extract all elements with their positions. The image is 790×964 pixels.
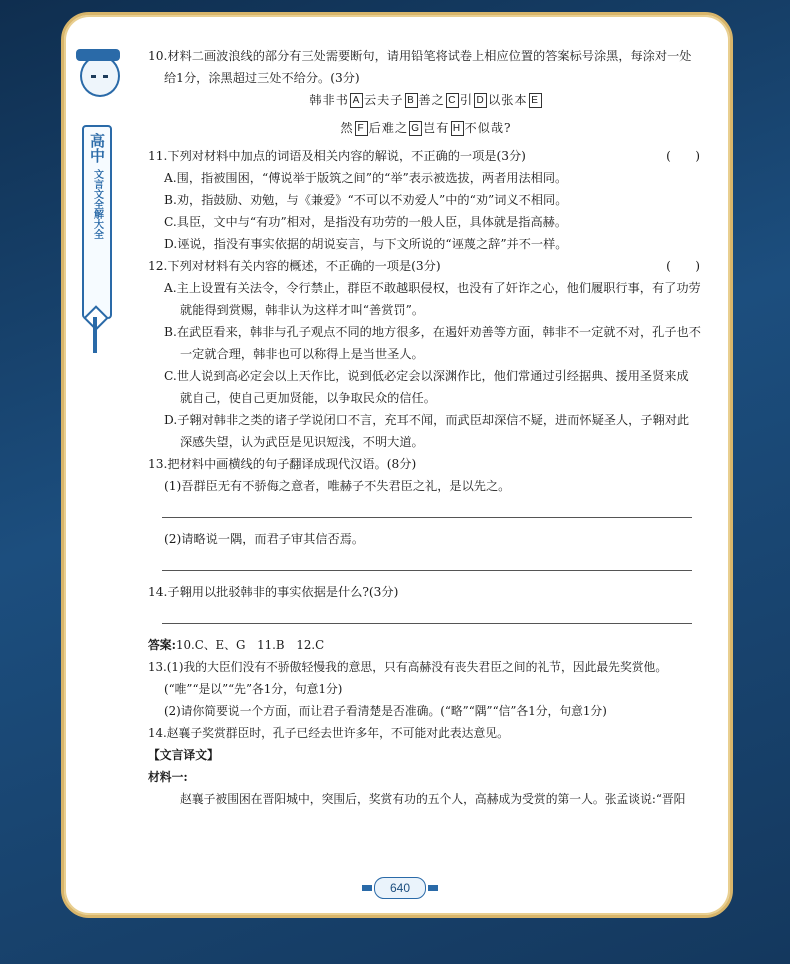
scholar-portrait-icon bbox=[80, 55, 120, 97]
answer-box-c[interactable]: C bbox=[446, 93, 459, 108]
q10-seg: 善之 bbox=[418, 93, 445, 107]
translation-heading: 【文言译文】 bbox=[148, 748, 219, 762]
eye-icon bbox=[103, 75, 108, 78]
q12-option-a-cont: 就能得到赏赐，韩非认为这样才叫“善赏罚”。 bbox=[180, 303, 425, 317]
q10-seg: 不似哉? bbox=[464, 121, 512, 135]
answer-13-2: (2)请你简要说一个方面，而让君子看清楚是否准确。(“略”“隅”“信”各1分，句意1分) bbox=[164, 704, 607, 718]
answer-box-g[interactable]: G bbox=[409, 121, 422, 136]
q11-option-d: D.诬说，指没有事实依据的胡说妄言，与下文所说的“诬蔑之辞”并不一样。 bbox=[164, 237, 568, 251]
q10-seg: 云夫子 bbox=[363, 93, 404, 107]
q13-stem: 13.把材料中画横线的句子翻译成现代汉语。(8分) bbox=[148, 457, 417, 471]
q10-seg: 然 bbox=[340, 121, 354, 135]
series-subtitle: 文言文全解大全 bbox=[91, 169, 103, 239]
answer-paren[interactable]: ( ) bbox=[666, 149, 700, 163]
q12-option-b-cont: 一定就合理，韩非也可以称得上是当世圣人。 bbox=[180, 347, 424, 361]
q13-sentence-1: (1)吾群臣无有不骄侮之意者，唯赫子不失君臣之礼，是以先之。 bbox=[164, 479, 511, 493]
page bbox=[61, 12, 733, 918]
q12-option-b: B.在武臣看来，韩非与孔子观点不同的地方很多，在遏奸劝善等方面，韩非不一定就不对，孔子也不 bbox=[164, 325, 701, 339]
answers-line1 bbox=[148, 634, 704, 656]
answer-box-d[interactable]: D bbox=[474, 93, 487, 108]
answer-box-a[interactable]: A bbox=[350, 93, 363, 108]
answer-14: 14.赵襄子奖赏群臣时，孔子已经去世许多年，不可能对此表达意见。 bbox=[148, 726, 509, 740]
q10-stem: 10.材料二画波浪线的部分有三处需要断句，请用铅笔将试卷上相应位置的答案标号涂黑，每涂对一处 bbox=[148, 49, 692, 63]
q12-option-a: A.主上设置有关法令，令行禁止，群臣不敢越职侵权，也没有了奸诈之心，他们履职行事，有了功劳 bbox=[164, 281, 701, 295]
q12-text: 12.下列对材料有关内容的概述，不正确的一项是(3分) bbox=[148, 259, 441, 273]
q11-option-b: B.劝，指鼓励、劝勉，与《兼爱》“不可以不劝爱人”中的“劝”词义不相同。 bbox=[164, 193, 568, 207]
series-banner bbox=[82, 125, 112, 319]
q10-seg: 韩非书 bbox=[309, 93, 349, 107]
answer-line[interactable] bbox=[162, 503, 692, 518]
translation-material: 材料一: bbox=[148, 770, 188, 784]
q10-line2 bbox=[148, 117, 704, 139]
answer-box-e[interactable]: E bbox=[529, 93, 542, 108]
eye-icon bbox=[91, 75, 96, 78]
answer-paren[interactable]: ( ) bbox=[666, 259, 700, 273]
q12-option-c-cont: 就自己，使自己更加贤能，以争取民众的信任。 bbox=[180, 391, 436, 405]
page-number: 640 bbox=[374, 877, 426, 899]
q13-sentence-2: (2)请略说一隅，而君子审其信否焉。 bbox=[164, 532, 365, 546]
answer-line[interactable] bbox=[162, 556, 692, 571]
answer-box-f[interactable]: F bbox=[355, 121, 368, 136]
q12-option-d-cont: 深感失望，认为武臣是见识短浅，不明大道。 bbox=[180, 435, 424, 449]
translation-text: 赵襄子被围困在晋阳城中，突围后，奖赏有功的五个人，高赫成为受赏的第一人。张孟谈说:“晋阳 bbox=[180, 792, 686, 806]
q10-seg: 引 bbox=[459, 93, 474, 107]
q11-text: 11.下列对材料中加点的词语及相关内容的解说，不正确的一项是(3分) bbox=[148, 149, 526, 163]
hat-icon bbox=[76, 49, 120, 61]
answer-13-1-scoring: (“唯”“是以”“先”各1分，句意1分) bbox=[164, 682, 343, 696]
content bbox=[148, 45, 704, 810]
answer-line[interactable] bbox=[162, 609, 692, 624]
series-title: 高中 bbox=[88, 133, 106, 163]
q14-stem: 14.子翱用以批驳韩非的事实依据是什么?(3分) bbox=[148, 585, 399, 599]
answer-box-h[interactable]: H bbox=[451, 121, 464, 136]
q10-stem-cont: 给1分，涂黑超过三处不给分。(3分) bbox=[164, 71, 360, 85]
q11-option-a: A.围，指被围困，“傅说举于版筑之间”的“举”表示被选拔，两者用法相同。 bbox=[164, 171, 568, 185]
q10-seg: 以张本 bbox=[488, 93, 528, 107]
answers-label: 答案: bbox=[148, 638, 176, 652]
q12-option-d: D.子翱对韩非之类的诸子学说闭口不言，充耳不闻，而武臣却深信不疑，进而怀疑圣人，子翱对此 bbox=[164, 413, 690, 427]
tassel-icon bbox=[93, 317, 97, 353]
q10-line1 bbox=[148, 89, 704, 111]
q12-stem bbox=[148, 255, 704, 277]
q12-option-c: C.世人说到高必定会以上天作比，说到低必定会以深渊作比，他们常通过引经据典、援用圣贤来成 bbox=[164, 369, 689, 383]
answers-text: 10.C、E、G 11.B 12.C bbox=[175, 638, 325, 652]
q11-option-c: C.具臣，文中与“有功”相对，是指没有功劳的一般人臣，具体就是指高赫。 bbox=[164, 215, 568, 229]
sidebar-decoration bbox=[74, 55, 118, 355]
q11-stem bbox=[148, 145, 704, 167]
q10-seg: 后难之 bbox=[368, 121, 409, 135]
answer-13-1: 13.(1)我的大臣们没有不骄傲轻慢我的意思，只有高赫没有丧失君臣之间的礼节，因此最先奖赏他。 bbox=[148, 660, 668, 674]
answer-box-b[interactable]: B bbox=[405, 93, 418, 108]
q10-seg: 岂有 bbox=[423, 121, 450, 135]
